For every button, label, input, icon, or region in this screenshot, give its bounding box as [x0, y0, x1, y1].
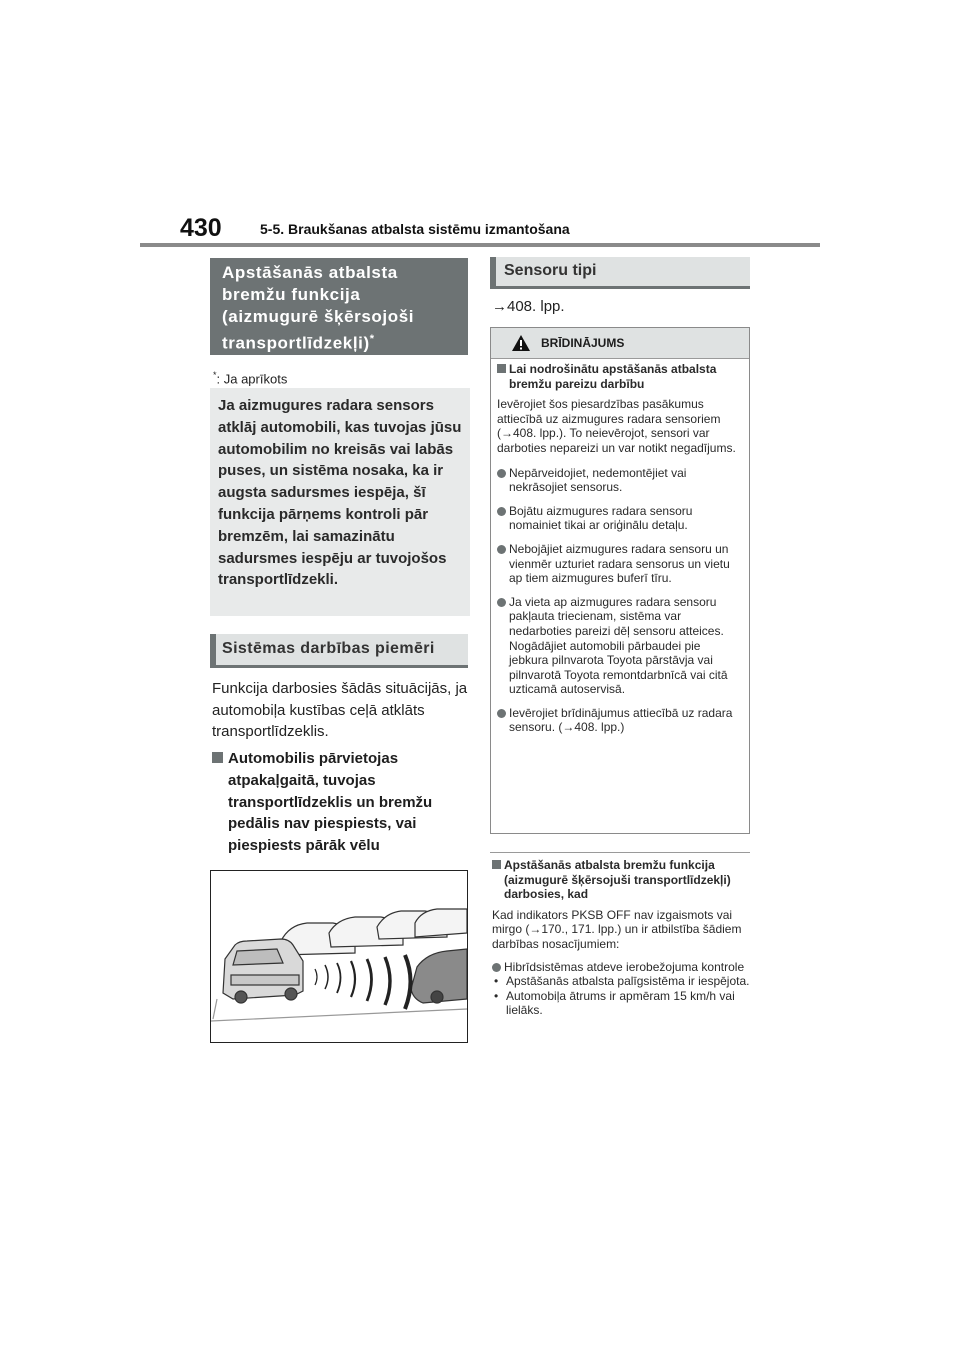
footnote-text: : Ja aprīkots: [216, 371, 288, 387]
operation-bullet-text: Hibrīdsistēmas atdeve ierobežojuma kontrole: [504, 959, 745, 974]
title-footnote-mark: *: [369, 333, 375, 345]
example-heading-text: Automobilis pārvietojas atpakaļgaitā, tuvojas transportlīdzeklis un bremžu pedālis nav piespiests, vai piespiests pārāk vēlu: [228, 750, 433, 855]
warning-subheading: [497, 362, 743, 391]
warning-bullet-text: Ja vieta ap aizmugures radara sensoru pakļauta triecienam, sistēma var nedarboties pareizi dēļ sensoru atteices. Nogādājiet automobili pārbaudei pie jebkura pilnvarota Toyota pārstāvja vai pilnvarotā Toyota remontdarbnīcā vai citā uzticamā autoservisā.: [509, 594, 728, 697]
warning-bullet: [497, 542, 743, 586]
warning-bullet-text: Bojātu aizmugures radara sensoru nomainiet tikai ar oriģinālu detaļu.: [509, 503, 693, 533]
parking-lot-illustration: [211, 871, 467, 1042]
operation-examples-heading: [210, 634, 468, 668]
function-description: Funkcija darbosies šādās situācijās, ja automobiļa kustības ceļā atklāts transportlīdzeklis.: [212, 680, 468, 740]
footnote-mark: *: [213, 370, 217, 380]
warning-bullet: [497, 504, 743, 533]
section-divider: [490, 852, 750, 853]
operation-bullet: [492, 960, 750, 1018]
operation-conditions: [492, 858, 750, 1027]
intro-box: [210, 388, 470, 616]
page-reference: →408. lpp.: [492, 298, 565, 315]
sensor-types-heading: [490, 257, 750, 289]
warning-triangle-icon: [511, 334, 531, 352]
round-bullet-icon: [497, 598, 506, 607]
warning-bullet: [497, 466, 743, 495]
round-bullet-icon: [497, 507, 506, 516]
warning-subheading-text: Lai nodrošinātu apstāšanās atbalsta bremžu pareizu darbību: [509, 362, 717, 391]
operation-paragraph: Kad indikators PKSB OFF nav izgaismots vai mirgo (→170., 171. lpp.) un ir atbilstība šādiem darbības nosacījumiem:: [492, 907, 742, 951]
warning-header: [491, 328, 749, 359]
round-bullet-icon: [497, 469, 506, 478]
round-bullet-icon: [497, 709, 506, 718]
warning-title: BRĪDINĀJUMS: [541, 336, 625, 350]
condition-item: [492, 989, 750, 1018]
warning-bullet-text: Nepārveidojiet, nedemontējiet vai nekrāsojiet sensorus.: [509, 465, 687, 495]
warning-bullet-text: Nebojājiet aizmugures radara sensoru un vienmēr uzturiet radara sensorus un vietu ap tiem aizmugures buferī tīru.: [509, 541, 730, 586]
header-section-title: 5-5. Braukšanas atbalsta sistēmu izmantošana: [260, 221, 570, 237]
feature-title-box: [210, 258, 468, 355]
condition-item-text: Automobiļa ātrums ir apmēram 15 km/h vai lielāks.: [506, 988, 735, 1018]
dash-bullet: •: [494, 988, 499, 1003]
square-bullet-icon: [212, 752, 223, 763]
warning-paragraph: Ievērojiet šos piesardzības pasākumus attiecībā uz aizmugures radara sensoriem (→408. lpp.). To neievērojot, sensori var darboties nepareizi un var notikt negadījums.: [497, 397, 736, 455]
condition-item-text: Apstāšanās atbalsta palīgsistēma ir iespējota.: [506, 974, 750, 989]
square-bullet-icon: [492, 860, 501, 869]
operation-subheading: [492, 858, 750, 902]
warning-bullet: [497, 595, 743, 697]
warning-body: [497, 362, 743, 744]
reversing-car-illustration: [210, 870, 468, 1043]
operation-subheading-text: Apstāšanās atbalsta bremžu funkcija (aizmugurē šķērsojuši transportlīdzekļi) darbosies, kad: [504, 858, 731, 902]
warning-bullet-text: Ievērojiet brīdinājumus attiecībā uz radara sensoru. (→408. lpp.): [509, 705, 733, 735]
intro-text: Ja aizmugures radara sensors atklāj automobili, kas tuvojas jūsu automobilim no kreisās vai labās puses, un sistēma nosaka, ka ir augsta sadursmes iespēja, šī funkcija pārņems kontroli pār bremzēm, lai samazinātu sadursmes iespēju ar tuvojošos transportlīdzekli.: [218, 397, 462, 589]
header-rule: [140, 243, 820, 247]
round-bullet-icon: [492, 963, 501, 972]
operation-examples-title: Sistēmas darbības piemēri: [222, 640, 435, 657]
sensor-types-title: Sensoru tipi: [504, 262, 597, 279]
condition-item: [492, 974, 750, 989]
feature-title: Apstāšanās atbalsta bremžu funkcija (aizmugurē šķērsojoši transportlīdzekļi): [222, 263, 415, 353]
page-number: 430: [180, 214, 222, 242]
footnote: [213, 370, 287, 386]
square-bullet-icon: [497, 364, 506, 373]
example-heading: [212, 748, 468, 857]
round-bullet-icon: [497, 545, 506, 554]
dash-bullet: •: [494, 974, 499, 989]
warning-bullet: [497, 706, 743, 735]
warning-box: [490, 327, 750, 834]
